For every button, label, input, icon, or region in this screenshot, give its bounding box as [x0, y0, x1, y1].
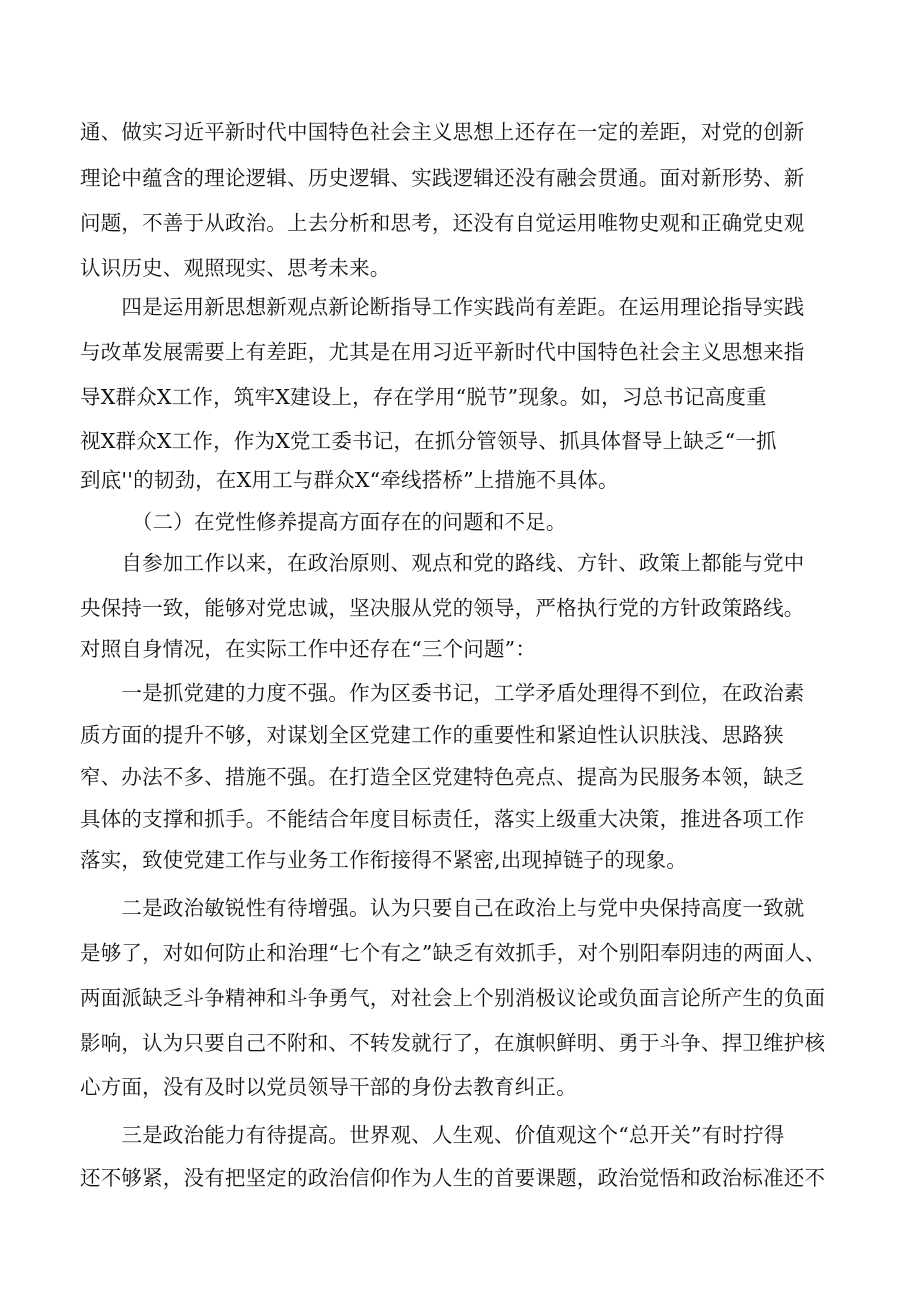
text-line: 具体的支撑和抓手。不能结合年度目标责任，落实上级重大决策，推进各项工作 — [80, 807, 805, 831]
text-line: 质方面的提升不够，对谋划全区党建工作的重要性和紧迫性认识肤浅、思路狭 — [80, 723, 784, 747]
text-line: 三是政治能力有待提高。世界观、人生观、价值观这个“总开关”有时拧得 — [80, 1123, 785, 1147]
text-line: 自参加工作以来，在政治原则、观点和党的路线、方针、政策上都能与党中 — [80, 551, 805, 575]
text-line: 问题，不善于从政治。上去分析和思考，还没有自觉运用唯物史观和正确党史观 — [80, 211, 805, 235]
text-line: 还不够紧，没有把坚定的政治信仰作为人生的首要课题，政治觉悟和政治标准还不 — [80, 1166, 826, 1190]
text-line: 到底''的韧劲，在X用工与群众X“牵线搭桥”上措施不具体。 — [80, 468, 619, 492]
section-heading: （二）在党性修养提高方面存在的问题和不足。 — [80, 510, 567, 534]
text-line: 落实，致使党建工作与业务工作衔接得不紧密,出现掉链子的现象。 — [80, 848, 688, 872]
text-line: 心方面，没有及时以党员领导干部的身份去教育纠正。 — [80, 1075, 577, 1099]
text-line: 一是抓党建的力度不强。作为区委书记，工学矛盾处理得不到位，在政治素 — [80, 681, 805, 705]
text-line: 影响，认为只要自己不附和、不转发就行了，在旗帜鲜明、勇于斗争、捍卫维护核 — [80, 1031, 826, 1055]
text-line: 四是运用新思想新观点新论断指导工作实践尚有差距。在运用理论指导实践 — [80, 295, 805, 319]
text-line: 视X群众X工作，作为X党工委书记，在抓分管领导、抓具体督导上缺乏“一抓 — [80, 429, 777, 453]
text-line: 窄、办法不多、措施不强。在打造全区党建特色亮点、提高为民服务本领，缺乏 — [80, 765, 805, 789]
text-line: 是够了，对如何防止和治理“七个有之”缺乏有效抓手，对个别阳奉阴违的两面人、 — [80, 941, 826, 965]
text-line: 对照自身情况，在实际工作中还存在“三个问题”： — [80, 637, 537, 661]
text-line: 通、做实习近平新时代中国特色社会主义思想上还存在一定的差距，对党的创新 — [80, 120, 805, 144]
text-line: 认识历史、观照现实、思考未来。 — [80, 256, 391, 280]
text-line: 二是政治敏锐性有待增强。认为只要自己在政治上与党中央保持高度一致就 — [80, 896, 805, 920]
text-line: 导X群众X工作，筑牢X建设上，存在学用“脱节”现象。如，习总书记高度重 — [80, 385, 767, 409]
text-line: 央保持一致，能够对党忠诚，坚决服从党的领导，严格执行党的方针政策路线。 — [80, 596, 805, 620]
text-line: 两面派缺乏斗争精神和斗争勇气，对社会上个别消极议论或负面言论所产生的负面 — [80, 986, 826, 1010]
text-line: 理论中蕴含的理论逻辑、历史逻辑、实践逻辑还没有融会贯通。面对新形势、新 — [80, 166, 805, 190]
text-line: 与改革发展需要上有差距，尤其是在用习近平新时代中国特色社会主义思想来指 — [80, 340, 805, 364]
